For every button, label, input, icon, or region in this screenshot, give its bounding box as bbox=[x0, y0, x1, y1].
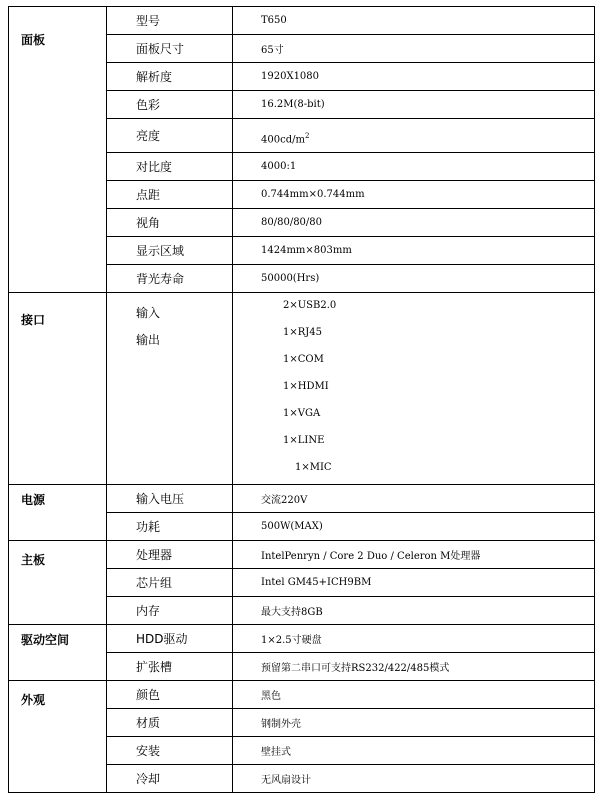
superscript: 2 bbox=[304, 131, 310, 140]
spec-value: 16.2M(8-bit) bbox=[233, 91, 595, 119]
spec-name: 材质 bbox=[107, 709, 233, 737]
spec-name: 芯片组 bbox=[107, 569, 233, 597]
category-mainboard: 主板 bbox=[9, 541, 107, 625]
spec-value: 1×2.5寸硬盘 bbox=[233, 625, 595, 653]
list-item: 1×LINE bbox=[283, 435, 325, 446]
list-item: 2×USB2.0 bbox=[283, 300, 337, 311]
spec-name: 背光寿命 bbox=[107, 265, 233, 293]
spec-name: 型号 bbox=[107, 7, 233, 35]
spec-name: 颜色 bbox=[107, 681, 233, 709]
spec-value: T650 bbox=[233, 7, 595, 35]
table-row bbox=[9, 293, 595, 485]
spec-name: 冷却 bbox=[107, 765, 233, 793]
spec-name: 视角 bbox=[107, 209, 233, 237]
spec-value: 最大支持8GB bbox=[233, 597, 595, 625]
category-power: 电源 bbox=[9, 485, 107, 541]
spec-value: 1920X1080 bbox=[233, 63, 595, 91]
port-list bbox=[233, 293, 595, 485]
list-item: 1×RJ45 bbox=[283, 327, 323, 338]
spec-value: 预留第二串口可支持RS232/422/485模式 bbox=[233, 653, 595, 681]
spec-name: 输出 bbox=[136, 333, 161, 347]
list-item: 1×MIC bbox=[295, 462, 332, 473]
spec-value: 0.744mm×0.744mm bbox=[233, 181, 595, 209]
spec-value: 4000:1 bbox=[233, 153, 595, 181]
list-item: 1×HDMI bbox=[283, 381, 329, 392]
brightness-value: 400cd/m bbox=[261, 134, 305, 146]
spec-name: 处理器 bbox=[107, 541, 233, 569]
spec-name: 安装 bbox=[107, 737, 233, 765]
port-direction-cell bbox=[107, 293, 233, 485]
category-drive-space: 驱动空间 bbox=[9, 625, 107, 681]
category-interface: 接口 bbox=[9, 293, 107, 485]
spec-value: 钢制外壳 bbox=[233, 709, 595, 737]
spec-name: 对比度 bbox=[107, 153, 233, 181]
spec-name: 扩张槽 bbox=[107, 653, 233, 681]
spec-value: 80/80/80/80 bbox=[233, 209, 595, 237]
spec-name: 解析度 bbox=[107, 63, 233, 91]
list-item: 1×VGA bbox=[283, 408, 321, 419]
spec-value bbox=[233, 119, 595, 153]
spec-name: 色彩 bbox=[107, 91, 233, 119]
spec-name: 亮度 bbox=[107, 119, 233, 153]
table-row bbox=[9, 541, 595, 569]
spec-name: 输入电压 bbox=[107, 485, 233, 513]
category-appearance: 外观 bbox=[9, 681, 107, 793]
spec-value: IntelPenryn / Core 2 Duo / Celeron M处理器 bbox=[233, 541, 595, 569]
spec-table bbox=[8, 6, 594, 793]
spec-name: 点距 bbox=[107, 181, 233, 209]
table-row bbox=[9, 625, 595, 653]
spec-name: 输入 bbox=[136, 306, 161, 320]
spec-name: 功耗 bbox=[107, 513, 233, 541]
spec-value: 50000(Hrs) bbox=[233, 265, 595, 293]
spec-value: 500W(MAX) bbox=[233, 513, 595, 541]
spec-value: 交流220V bbox=[233, 485, 595, 513]
spec-value: Intel GM45+ICH9BM bbox=[233, 569, 595, 597]
table-row bbox=[9, 485, 595, 513]
spec-name: HDD驱动 bbox=[107, 625, 233, 653]
table-row bbox=[9, 681, 595, 709]
spec-value: 1424mm×803mm bbox=[233, 237, 595, 265]
spec-name: 面板尺寸 bbox=[107, 35, 233, 63]
spec-value: 黑色 bbox=[233, 681, 595, 709]
spec-value: 65寸 bbox=[233, 35, 595, 63]
spec-value: 无风扇设计 bbox=[233, 765, 595, 793]
list-item: 1×COM bbox=[283, 354, 324, 365]
spec-name: 显示区域 bbox=[107, 237, 233, 265]
category-panel: 面板 bbox=[9, 7, 107, 293]
spec-name: 内存 bbox=[107, 597, 233, 625]
spec-value: 壁挂式 bbox=[233, 737, 595, 765]
table-row bbox=[9, 7, 595, 35]
